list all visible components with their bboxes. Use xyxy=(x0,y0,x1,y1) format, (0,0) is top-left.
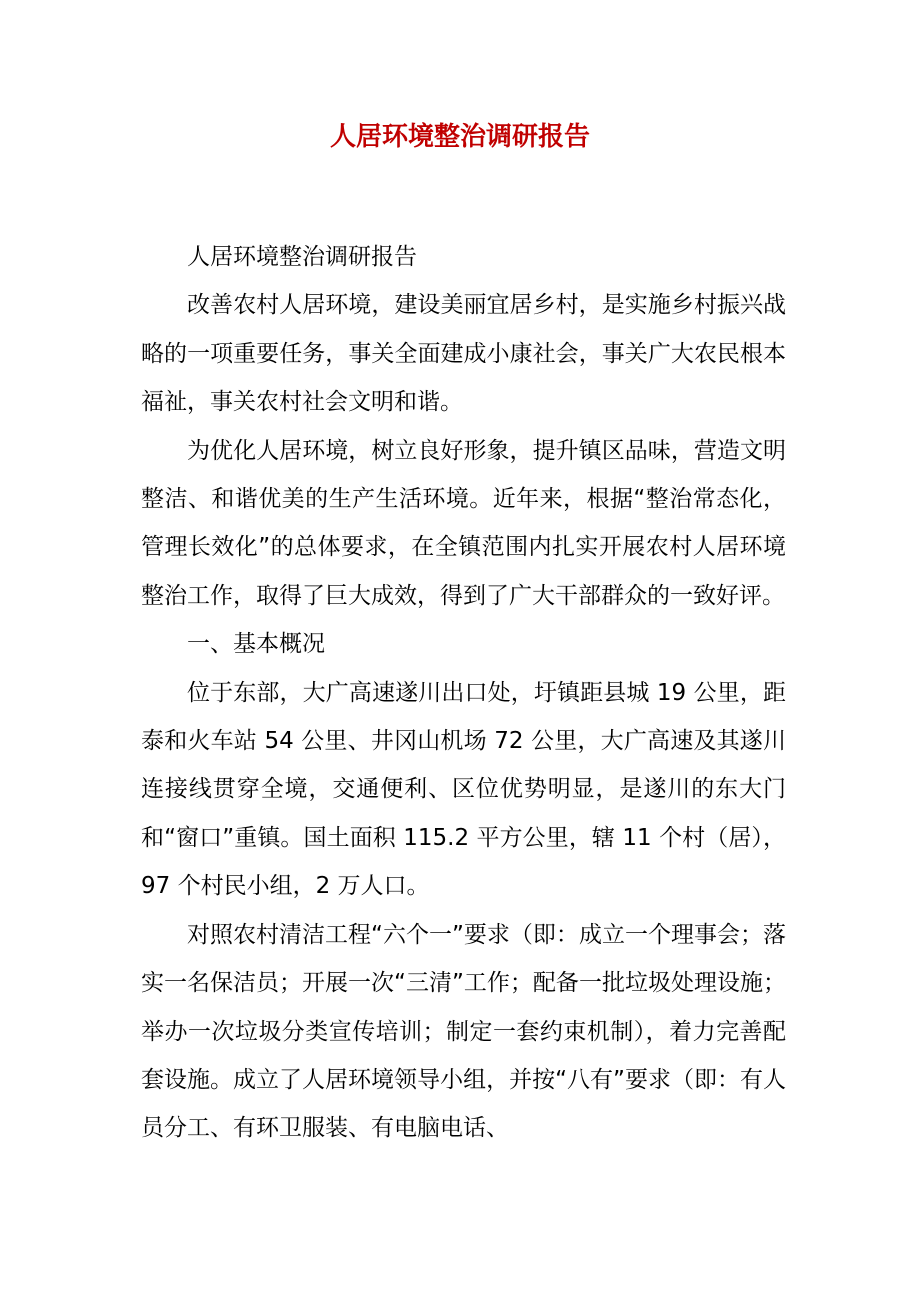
paragraph-subtitle: 人居环境整治调研报告 xyxy=(187,244,417,270)
paragraph-intro: 改善农村人居环境，建设美丽宜居乡村，是实施乡村振兴战略的一项重要任务，事关全面建成小康社会，事关广大农民根本福祉，事关农村社会文明和谐。 xyxy=(141,292,786,416)
paragraph-measures: 对照农村清洁工程“六个一”要求（即：成立一个理事会；落实一名保洁员；开展一次“三清”工作；配备一批垃圾处理设施；举办一次垃圾分类宣传培训；制定一套约束机制），着力完善配套设施。成立了人居环境领导小组，并按“八有”要求（即：有人员分工、有环卫服装、有电脑电话、 xyxy=(141,921,786,1142)
section-heading-overview: 一、基本概况 xyxy=(187,631,325,658)
paragraph-background: 为优化人居环境，树立良好形象，提升镇区品味，营造文明整洁、和谐优美的生产生活环境。近年来，根据“整治常态化，管理长效化”的总体要求，在全镇范围内扎实开展农村人居环境整治工作，取得了巨大成效，得到了广大干部群众的一致好评。 xyxy=(141,437,786,609)
document-title: 人居环境整治调研报告 xyxy=(329,122,590,152)
paragraph-location: 位于东部，大广高速遂川出口处，圩镇距县城 19 公里，距泰和火车站 54 公里、井冈山机场 72 公里，大广高速及其遂川连接线贯穿全境，交通便利、区位优势明显，是遂川的东大门和“窗口”重镇。国土面积 115.2 平方公里，辖 11 个村（居），97 个村民小组，2 万人口。 xyxy=(141,679,786,900)
document-body xyxy=(141,233,786,1153)
